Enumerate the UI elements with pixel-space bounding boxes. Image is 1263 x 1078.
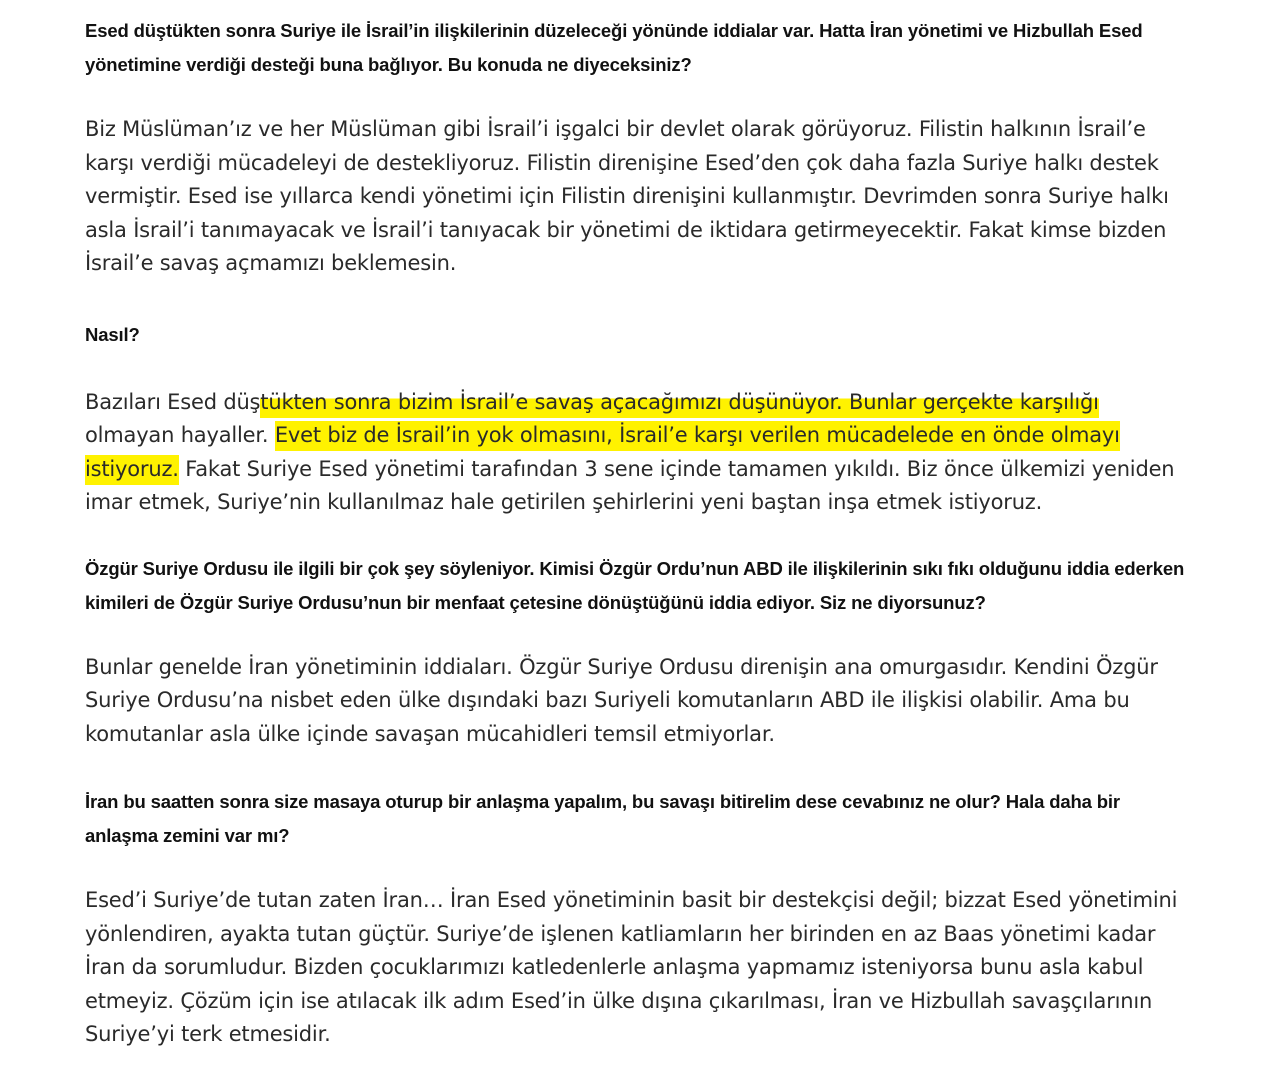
highlighted-text: tükten sonra bizim İsrail’e savaş açacağımızı düşünüyor. Bunlar gerçekte karşılığı	[260, 388, 1099, 418]
answer-text: Fakat Suriye Esed yönetimi tarafından 3 sene içinde tamamen yıkıldı. Biz önce ülkemizi yeniden imar etmek, Suriye’nin kullanılmaz hale getirilen şehirlerini yeni baştan inşa etmek istiyoruz.	[85, 456, 1175, 514]
interview-answer: Bunlar genelde İran yönetiminin iddiaları. Özgür Suriye Ordusu direnişin ana omurgasıdır. Kendini Özgür Suriye Ordusu’na nisbet eden ülke dışındaki bazı Suriyeli komutanların ABD ile ilişkisi olabilir. Ama bu komutanlar asla ülke içinde savaşan mücahidleri temsil etmiyorlar.	[85, 654, 1158, 746]
article-body	[85, 14, 1185, 1052]
answer-text: Bazıları Esed düş	[85, 389, 261, 414]
interview-question: Özgür Suriye Ordusu ile ilgili bir çok şey söyleniyor. Kimisi Özgür Ordu’nun ABD ile ilişkilerinin sıkı fıkı olduğunu iddia ederken kimileri de Özgür Suriye Ordusu’nun bir menfaat çetesine dönüştüğünü iddia ediyor. Siz ne diyorsunuz?	[85, 557, 1185, 613]
interview-question: Esed düştükten sonra Suriye ile İsrail’in ilişkilerinin düzeleceği yönünde iddialar var. Hatta İran yönetimi ve Hizbullah Esed yönetimine verdiği desteği buna bağlıyor. Bu konuda ne diyeceksiniz?	[85, 20, 1143, 75]
interview-answer: Biz Müslüman’ız ve her Müslüman gibi İsrail’i işgalci bir devlet olarak görüyoruz. Filistin halkının İsrail’e karşı verdiği mücadeleyi de destekliyoruz. Filistin direnişine Esed’den çok daha fazla Suriye halkı destek vermiştir. Esed ise yıllarca kendi yönetimi için Filistin direnişini kullanmıştır. Devrimden sonra Suriye halkı asla İsrail’i tanımayacak ve İsrail’i tanıyacak bir yönetimi de iktidara getirmeyecektir. Fakat kimse bizden İsrail’e savaş açmamızı beklemesin.	[85, 117, 1169, 275]
interview-answer: Esed’i Suriye’de tutan zaten İran… İran Esed yönetiminin basit bir destekçisi değil; bizzat Esed yönetimini yönlendiren, ayakta tutan güçtür. Suriye’de işlenen katliamların her birinden en az Baas yönetimi kadar İran da sorumludur. Bizden çocuklarımızı katledenlerle anlaşma yapmamız isteniyorsa bunu asla kabul etmeyiz. Çözüm için ise atılacak ilk adım Esed’in ülke dışına çıkarılması, İran ve Hizbullah savaşçılarının Suriye’yi terk etmesidir.	[85, 888, 1178, 1046]
answer-text: olmayan hayaller.	[85, 423, 275, 447]
interview-answer	[85, 386, 1185, 520]
interview-question: İran bu saatten sonra size masaya oturup bir anlaşma yapalım, bu savaşı bitirelim dese cevabınız ne olur? Hala daha bir anlaşma zemini var mı?	[85, 791, 1120, 846]
interview-question: Nasıl?	[85, 323, 140, 345]
highlighted-text: Evet biz de İsrail’in yok olmasını, İsrail’e karşı verilen mücadelede en önde olmayı istiyoruz.	[85, 421, 1120, 485]
